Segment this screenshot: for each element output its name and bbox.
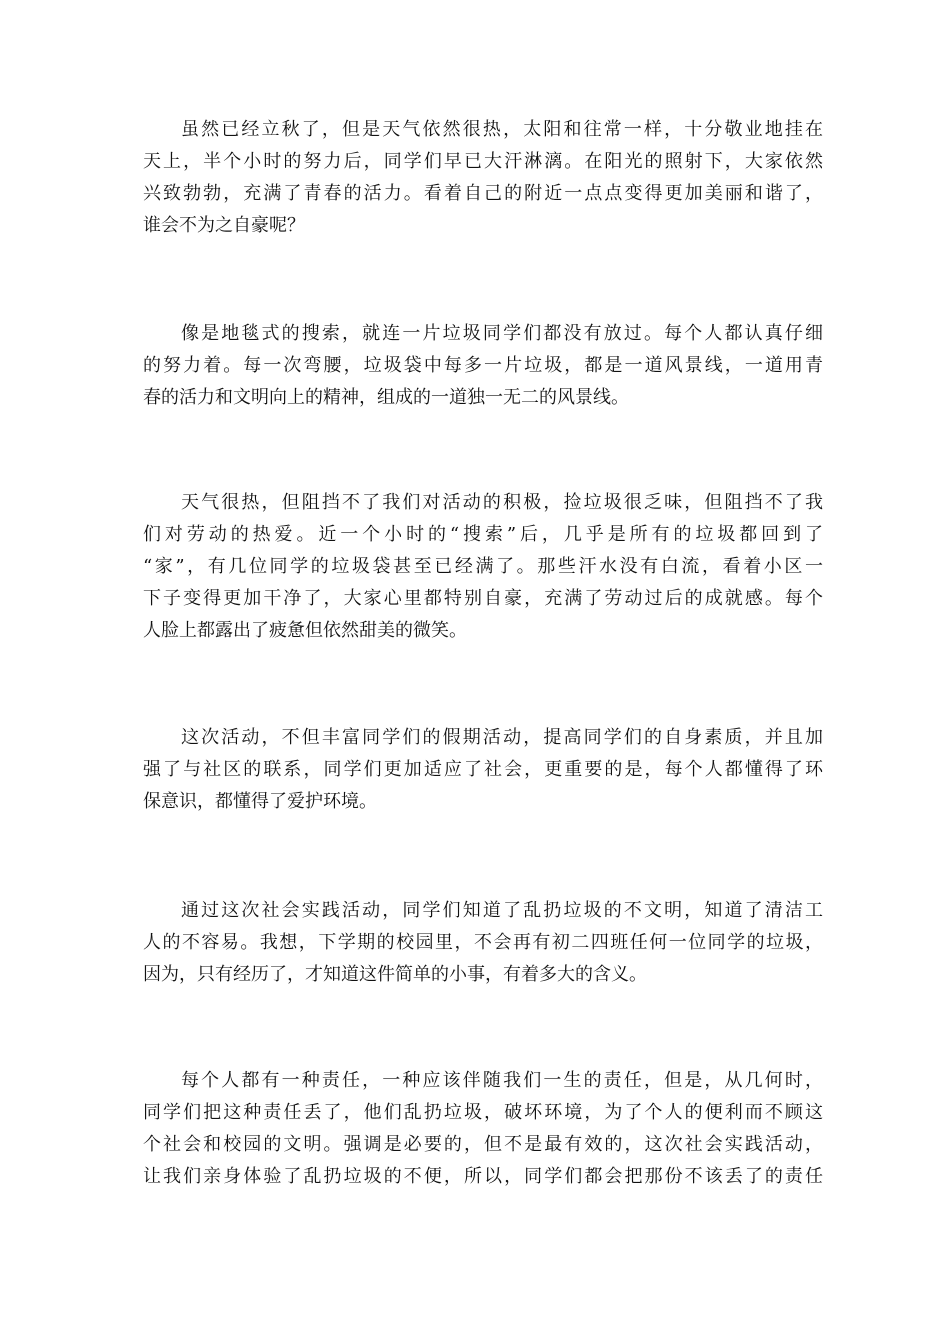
paragraph-line: 春的活力和文明向上的精神，组成的一道独一无二的风景线。 <box>143 387 629 408</box>
paragraph-line: “家”，有几位同学的垃圾袋甚至已经满了。那些汗水没有白流，看着小区一 <box>143 556 823 577</box>
paragraph-line: 同学们把这种责任丢了，他们乱扔垃圾，破坏环境，为了个人的便利而不顾这 <box>143 1102 823 1123</box>
paragraph-6 <box>143 1065 823 1193</box>
paragraph-line: 每个人都有一种责任，一种应该伴随我们一生的责任，但是，从几何时， <box>181 1070 823 1091</box>
paragraph-line: 天上，半个小时的努力后，同学们早已大汗淋漓。在阳光的照射下，大家依然 <box>143 151 823 172</box>
paragraph-line: 的努力着。每一次弯腰，垃圾袋中每多一片垃圾，都是一道风景线，一道用青 <box>143 355 823 376</box>
paragraph-line: 通过这次社会实践活动，同学们知道了乱扔垃圾的不文明，知道了清洁工 <box>181 900 823 921</box>
paragraph-line: 兴致勃勃，充满了青春的活力。看着自己的附近一点点变得更加美丽和谐了， <box>143 183 823 204</box>
paragraph-line: 这次活动，不但丰富同学们的假期活动，提高同学们的自身素质，并且加 <box>181 727 823 748</box>
paragraph-line: 下子变得更加干净了，大家心里都特别自豪，充满了劳动过后的成就感。每个 <box>143 588 823 609</box>
paragraph-line: 保意识，都懂得了爱护环境。 <box>143 791 377 812</box>
paragraph-line: 强了与社区的联系，同学们更加适应了社会，更重要的是，每个人都懂得了环 <box>143 759 823 780</box>
paragraph-line: 因为，只有经历了，才知道这件简单的小事，有着多大的含义。 <box>143 964 647 985</box>
paragraph-5 <box>143 895 823 991</box>
paragraph-line: 虽然已经立秋了，但是天气依然很热，太阳和往常一样，十分敬业地挂在 <box>181 119 823 140</box>
paragraph-3 <box>143 487 823 647</box>
paragraph-2 <box>143 318 823 414</box>
paragraph-line: 让我们亲身体验了乱扔垃圾的不便，所以，同学们都会把那份不该丢了的责任 <box>143 1166 823 1187</box>
paragraph-4 <box>143 722 823 818</box>
paragraph-line: 个社会和校园的文明。强调是必要的，但不是最有效的，这次社会实践活动， <box>143 1134 823 1155</box>
paragraph-line: 们对劳动的热爱。近一个小时的“搜索”后，几乎是所有的垃圾都回到了 <box>143 524 823 545</box>
paragraph-line: 谁会不为之自豪呢？ <box>143 215 305 236</box>
paragraph-line: 人的不容易。我想，下学期的校园里，不会再有初二四班任何一位同学的垃圾， <box>143 932 823 953</box>
paragraph-line: 人脸上都露出了疲惫但依然甜美的微笑。 <box>143 620 467 641</box>
paragraph-line: 天气很热，但阻挡不了我们对活动的积极，捡垃圾很乏味，但阻挡不了我 <box>181 492 823 513</box>
paragraph-line: 像是地毯式的搜索，就连一片垃圾同学们都没有放过。每个人都认真仔细 <box>181 323 823 344</box>
paragraph-1 <box>143 114 823 242</box>
